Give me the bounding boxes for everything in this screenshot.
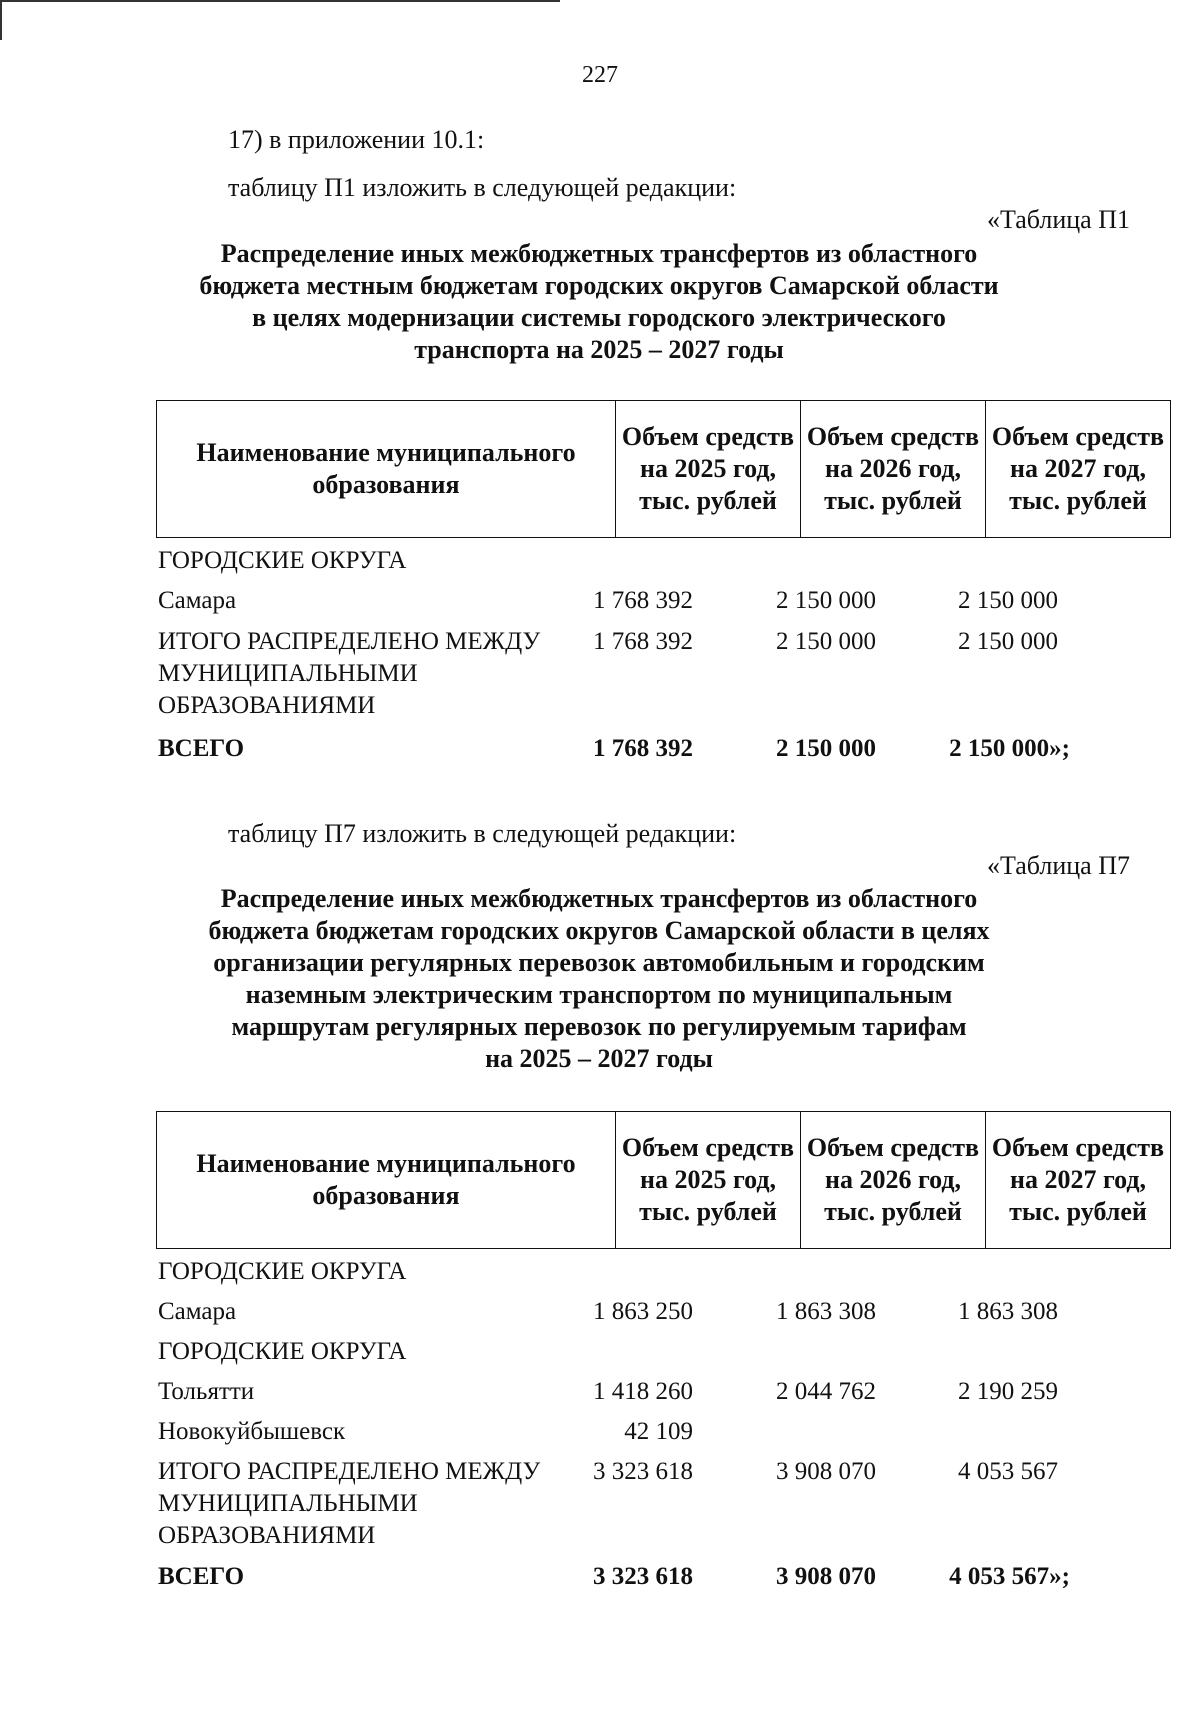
table1-header (156, 400, 1171, 538)
scan-edge-line (0, 0, 2, 40)
table1-header-2027: Объем средств на 2027 год, тыс. рублей (986, 401, 1171, 538)
row-name: Самара (158, 1298, 237, 1325)
row-value-2027: 4 053 567 (958, 1458, 1058, 1485)
row-name: ГОРОДСКИЕ ОКРУГА (158, 547, 407, 574)
row-value-2026: 2 150 000 (776, 587, 876, 614)
row-value-2025: 1 418 260 (593, 1378, 693, 1405)
row-value-2026: 1 863 308 (776, 1298, 876, 1325)
table7-title-line: организации регулярных перевозок автомобильным и городским (213, 948, 985, 977)
row-value-2026: 2 044 762 (776, 1378, 876, 1405)
table1-header-name: Наименование муниципального образования (157, 401, 616, 538)
row-value-2025: 1 768 392 (593, 587, 693, 614)
row-name: Самара (158, 587, 237, 614)
table7-header-2025: Объем средств на 2025 год, тыс. рублей (616, 1112, 801, 1249)
row-value-2025: 1 863 250 (593, 1298, 693, 1325)
table7-label: «Таблица П7 (987, 851, 1130, 880)
row-value-2025: 1 768 392 (593, 628, 693, 655)
row-value-2027: 2 190 259 (958, 1378, 1058, 1405)
row-value-2026: 2 150 000 (776, 735, 876, 762)
row-name: ИТОГО РАСПРЕДЕЛЕНО МЕЖДУ МУНИЦИПАЛЬНЫМИ ОБРАЗОВАНИЯМИ (158, 628, 541, 719)
row-value-2025: 1 768 392 (593, 735, 693, 762)
table7-header-2026: Объем средств на 2026 год, тыс. рублей (801, 1112, 986, 1249)
table1-title-line: Распределение иных межбюджетных трансфертов из областного (220, 239, 978, 268)
table1-title-line: в целях модернизации системы городского электрического (252, 303, 946, 332)
row-name: Новокуйбышевск (158, 1418, 346, 1445)
row-name: Тольятти (158, 1378, 255, 1405)
scan-edge-line (0, 0, 560, 2)
table7-header (156, 1111, 1171, 1249)
row-value-2027: 2 150 000 (958, 587, 1058, 614)
row-value-2027: 2 150 000»; (949, 735, 1070, 762)
row-value-2025: 3 323 618 (593, 1458, 693, 1485)
page-number: 227 (582, 62, 618, 88)
table7-title-line: наземным электрическим транспортом по муниципальным (245, 980, 953, 1009)
row-value-2025: 3 323 618 (593, 1563, 693, 1590)
table1-intro: таблицу П1 изложить в следующей редакции: (228, 173, 737, 202)
table7-title-line: Распределение иных межбюджетных трансфертов из областного (220, 884, 978, 913)
table1-label: «Таблица П1 (987, 205, 1130, 234)
table7-title-line: маршрутам регулярных перевозок по регулируемым тарифам (231, 1012, 967, 1041)
table1-title (140, 238, 1058, 366)
table7-intro: таблицу П7 изложить в следующей редакции: (228, 819, 737, 848)
table7-title (140, 883, 1058, 1075)
row-name: ГОРОДСКИЕ ОКРУГА (158, 1338, 407, 1365)
table1-title-line: транспорта на 2025 – 2027 годы (414, 335, 784, 364)
row-value-2026: 3 908 070 (776, 1458, 876, 1485)
intro-item: 17) в приложении 10.1: (228, 125, 485, 154)
row-value-2026: 3 908 070 (776, 1563, 876, 1590)
row-value-2026: 2 150 000 (776, 628, 876, 655)
table7-title-line: на 2025 – 2027 годы (485, 1044, 713, 1073)
table1-header-2026: Объем средств на 2026 год, тыс. рублей (801, 401, 986, 538)
row-value-2025: 42 109 (624, 1418, 693, 1445)
table1-header-2025: Объем средств на 2025 год, тыс. рублей (616, 401, 801, 538)
row-name: ГОРОДСКИЕ ОКРУГА (158, 1258, 407, 1285)
row-value-2027: 1 863 308 (958, 1298, 1058, 1325)
table7-header-name: Наименование муниципального образования (157, 1112, 616, 1249)
table7-title-line: бюджета бюджетам городских округов Самарской области в целях (208, 916, 990, 945)
row-name: ВСЕГО (158, 735, 245, 762)
row-value-2027: 2 150 000 (958, 628, 1058, 655)
row-name: ИТОГО РАСПРЕДЕЛЕНО МЕЖДУ МУНИЦИПАЛЬНЫМИ ОБРАЗОВАНИЯМИ (158, 1458, 541, 1549)
row-name: ВСЕГО (158, 1563, 245, 1590)
row-value-2027: 4 053 567»; (949, 1563, 1070, 1590)
table7-header-2027: Объем средств на 2027 год, тыс. рублей (986, 1112, 1171, 1249)
table1-title-line: бюджета местным бюджетам городских округов Самарской области (199, 271, 999, 300)
